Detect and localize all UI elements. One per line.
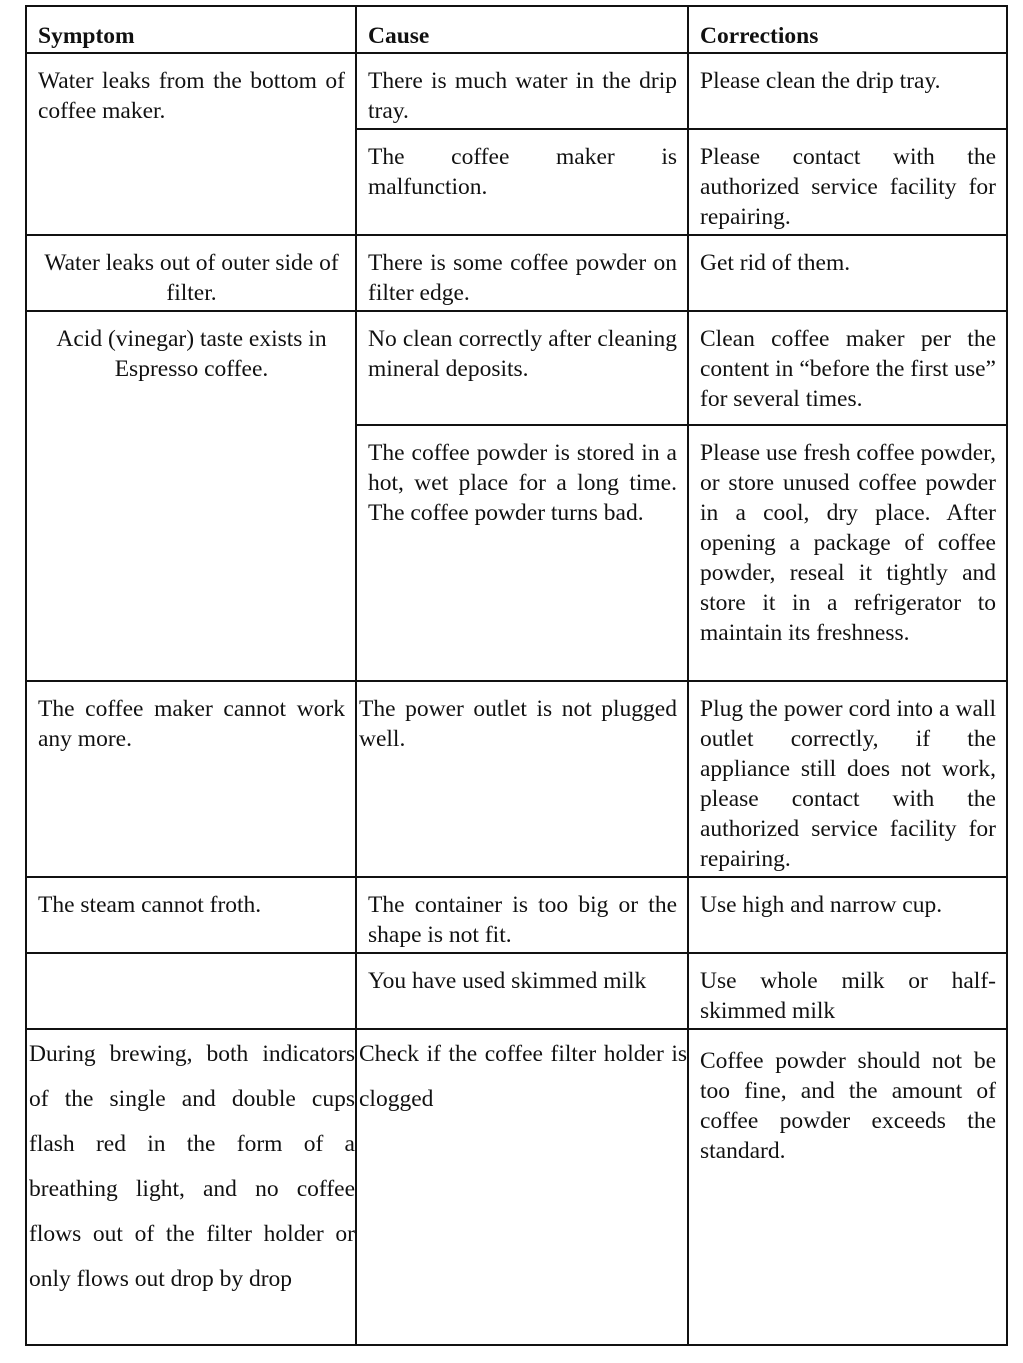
correction-cell: Use whole milk or half-skimmed milk (688, 953, 1007, 1029)
symptom-cell (26, 953, 356, 1029)
cause-cell: The power outlet is not plugged well. (356, 681, 688, 877)
table-row (26, 235, 1007, 311)
table-row (26, 953, 1007, 1029)
symptom-cell: The steam cannot froth. (26, 877, 356, 953)
correction-cell: Plug the power cord into a wall outlet correctly, if the appliance still does not work, please contact with the authorized service facility for repairing. (688, 681, 1007, 877)
cause-cell: The container is too big or the shape is not fit. (356, 877, 688, 953)
correction-cell: Get rid of them. (688, 235, 1007, 311)
correction-cell: Please use fresh coffee powder, or store unused coffee powder in a cool, dry place. After opening a package of coffee powder, reseal it tightly and store it in a refrigerator to maintain its freshness. (688, 425, 1007, 681)
cause-cell: You have used skimmed milk (356, 953, 688, 1029)
cause-cell: No clean correctly after cleaning mineral deposits. (356, 311, 688, 425)
correction-cell: Use high and narrow cup. (688, 877, 1007, 953)
correction-cell: Clean coffee maker per the content in “before the first use” for several times. (688, 311, 1007, 425)
correction-cell: Please clean the drip tray. (688, 53, 1007, 129)
table-header-row (26, 6, 1007, 53)
table-row (26, 877, 1007, 953)
cause-cell: There is much water in the drip tray. (356, 53, 688, 129)
table-row (26, 53, 1007, 129)
table-row (26, 681, 1007, 877)
cause-cell: There is some coffee powder on filter edge. (356, 235, 688, 311)
cause-cell: The coffee powder is stored in a hot, wet place for a long time. The coffee powder turns bad. (356, 425, 688, 681)
symptom-cell: During brewing, both indicators of the single and double cups flash red in the form of a breathing light, and no coffee flows out of the filter holder or only flows out drop by drop (26, 1029, 356, 1345)
symptom-cell: Water leaks from the bottom of coffee maker. (26, 53, 356, 235)
cause-cell: The coffee maker is malfunction. (356, 129, 688, 235)
correction-cell: Coffee powder should not be too fine, and the amount of coffee powder exceeds the standard. (688, 1029, 1007, 1345)
cause-cell: Check if the coffee filter holder is clogged (356, 1029, 688, 1345)
correction-cell: Please contact with the authorized service facility for repairing. (688, 129, 1007, 235)
table-row (26, 311, 1007, 425)
symptom-cell: Acid (vinegar) taste exists in Espresso coffee. (26, 311, 356, 681)
symptom-cell: Water leaks out of outer side of filter. (26, 235, 356, 311)
header-cause: Cause (356, 6, 688, 53)
header-symptom: Symptom (26, 6, 356, 53)
symptom-cell: The coffee maker cannot work any more. (26, 681, 356, 877)
troubleshooting-table (25, 5, 1008, 1346)
header-corrections: Corrections (688, 6, 1007, 53)
table-row (26, 1029, 1007, 1345)
